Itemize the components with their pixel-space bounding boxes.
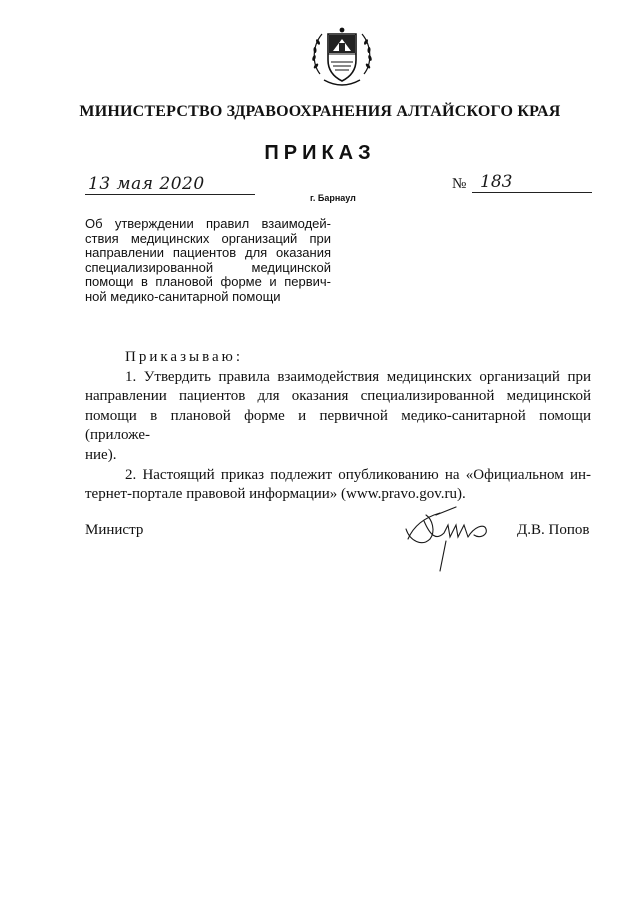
item-line: направлении пациентов для оказания специализированной медицинской — [85, 388, 591, 405]
date-underline — [85, 194, 255, 195]
decree-word: Приказываю: — [125, 349, 243, 365]
signatory-name: Д.В. Попов — [517, 522, 590, 538]
order-item-2 — [85, 466, 591, 505]
signatory-position: Министр — [85, 522, 144, 538]
subject-line: специализированной медицинской — [85, 259, 331, 275]
subject-line: направлении пациентов для оказания — [85, 245, 331, 261]
order-number-label: № — [452, 176, 467, 192]
subject-line: ствия медицинских организаций при — [85, 230, 331, 246]
item-line: 2. Настоящий приказ подлежит опубликованию на «Официальном ин- — [125, 466, 591, 483]
order-number: 183 — [480, 172, 513, 192]
order-date: 13 мая 2020 — [88, 174, 205, 194]
handwritten-signature — [400, 495, 496, 575]
subject-line: ной медико-санитарной помощи — [85, 288, 281, 304]
number-underline — [472, 192, 592, 193]
ministry-name: МИНИСТЕРСТВО ЗДРАВООХРАНЕНИЯ АЛТАЙСКОГО КРАЯ — [79, 103, 561, 120]
subject-line: Об утверждении правил взаимодей- — [85, 216, 331, 231]
item-line: 1. Утвердить правила взаимодействия медицинских организаций при — [125, 368, 591, 385]
document-type-title: ПРИКАЗ — [264, 142, 376, 164]
order-body — [85, 348, 591, 505]
order-item-1 — [85, 368, 591, 466]
item-line: ние). — [85, 446, 117, 463]
item-line: помощи в плановой форме и первичной медико-санитарной помощи (приложе- — [85, 407, 591, 444]
city-label: г. Барнаул — [310, 193, 356, 203]
order-subject — [85, 217, 331, 305]
coat-of-arms-icon — [306, 20, 378, 92]
subject-line: помощи в плановой форме и первич- — [85, 274, 331, 290]
item-line: тернет-портале правовой информации» (www.pravo.gov.ru). — [85, 486, 466, 503]
